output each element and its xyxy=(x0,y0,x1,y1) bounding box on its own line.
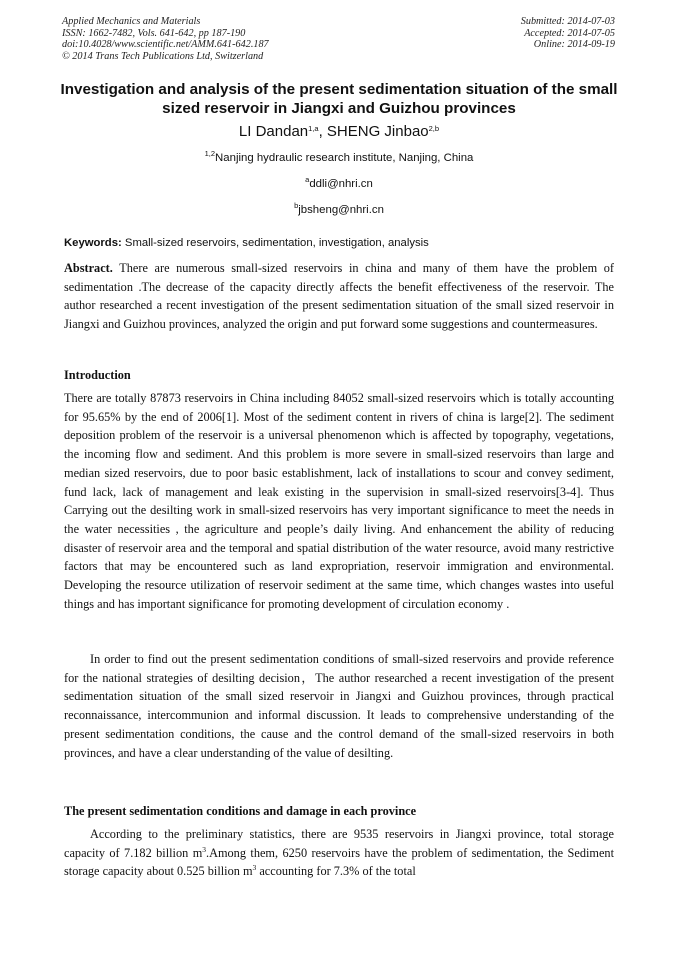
paragraph: In order to find out the present sedimentation conditions of small-sized reservoirs and provide reference for the national strategies of desilting decision，The author researched a recent investigation of the present sedimentation situation of the small sized reservoir in Jiangxi and Guizhou provinces, through practical reconnaissance, intercommunion and informal discussion. It leads to comprehensive understanding of the present sedimentation conditions, the cause and the control demand of the small-sized reservoirs in both provinces, and have a clear understanding of the value of desilting. xyxy=(64,652,614,760)
paragraph-text: According to the preliminary statistics, there are 9535 reservoirs in Jiangxi province, total storage capacity of 7.182 billion m xyxy=(64,827,614,860)
affiliation-superscript: 1,2 xyxy=(204,149,216,158)
paragraph: There are totally 87873 reservoirs in China including 84052 small-sized reservoirs which is totally accounting for 95.65% by the end of 2006[1]. Most of the sediment content in rivers of china is large[2]. The sediment deposition problem of the reservoir is a universal phenomenon which is affected by topography, vegetations, the incoming flow and sediment. And this problem is more severe in small-sized reservoirs than large and median sized reservoirs, due to poor basic establishment, lack of installations to scour and convey sediment, fund lack, lack of management and leak existing in the supervision in small-sized reservoirs[3-4]. Thus Carrying out the desilting work in small-sized reservoirs has very important significance to meet the needs in the water necessities , the agriculture and people’s daily living. And enhancement the ability of reducing disaster of reservoir area and the temporal and spatial distribution of the water resource, avoid many restrictive factors that may be encountered such as land expropriation, reservoir immigration and environmental. Developing the resource utilization of reservoir sediment at the same time, which changes wastes into useful things and has important significance for promoting development of circulation economy . xyxy=(64,391,614,611)
unit-superscript: 3 xyxy=(252,863,257,873)
online-date: Online: 2014-09-19 xyxy=(533,39,615,51)
abstract-text: There are numerous small-sized reservoirs in china and many of them have the problem of sedimentation .The decrease of the capacity directly affects the benefit effectiveness of the reservoir. The author researched a recent investigation of the present sedimentation situation of the small sized reservoir in Jiangxi and Guizhou provinces, analyzed the origin and put forward some suggestions and countermeasures. xyxy=(64,261,614,332)
submitted-date: Submitted: 2014-07-03 xyxy=(520,16,615,27)
paper-title: Investigation and analysis of the present sedimentation situation of the small sized reservoir in Jiangxi and Guizhou provinces xyxy=(60,81,618,117)
paragraph xyxy=(64,825,614,881)
email-text: ddli@nhri.cn xyxy=(309,178,373,190)
journal-header-left xyxy=(62,16,269,62)
author-name: LI Dandan xyxy=(238,123,309,140)
author-email xyxy=(0,203,678,217)
author-name: SHENG Jinbao xyxy=(326,123,429,140)
accepted-date: Accepted: 2014-07-05 xyxy=(524,27,615,39)
author-email xyxy=(0,177,678,191)
abstract xyxy=(64,259,614,334)
email-text: jbsheng@nhri.cn xyxy=(298,204,384,216)
journal-name: Applied Mechanics and Materials xyxy=(62,16,201,27)
journal-doi: doi:10.4028/www.scientific.net/AMM.641-642.187 xyxy=(62,39,269,51)
keywords-label: Keywords: xyxy=(64,237,122,249)
paragraph-text: accounting for 7.3% of the total xyxy=(256,864,416,879)
email-superscript: a xyxy=(305,175,310,184)
email-superscript: b xyxy=(294,201,299,210)
keywords-text: Small-sized reservoirs, sedimentation, investigation, analysis xyxy=(121,237,429,249)
author-superscript: 1,a xyxy=(308,124,319,133)
unit-superscript: 3 xyxy=(202,844,207,854)
author-line xyxy=(0,123,678,141)
journal-header-right xyxy=(521,16,615,51)
keywords xyxy=(64,236,616,250)
section-heading: Introduction xyxy=(64,368,131,382)
section-heading: The present sedimentation conditions and damage in each province xyxy=(64,804,417,818)
affiliation xyxy=(0,151,678,165)
paragraph-text: .Among them, 6250 reservoirs have the problem of sedimentation, the Sediment storage capacity about 0.525 billion m xyxy=(64,845,614,879)
journal-issn: ISSN: 1662-7482, Vols. 641-642, pp 187-190 xyxy=(62,27,246,39)
abstract-label: Abstract. xyxy=(64,261,113,275)
author-superscript: 2,b xyxy=(428,124,440,133)
journal-copyright: © 2014 Trans Tech Publications Ltd, Switzerland xyxy=(62,50,264,62)
affiliation-text: Nanjing hydraulic research institute, Nanjing, China xyxy=(215,152,474,164)
author-separator: , xyxy=(318,123,327,140)
